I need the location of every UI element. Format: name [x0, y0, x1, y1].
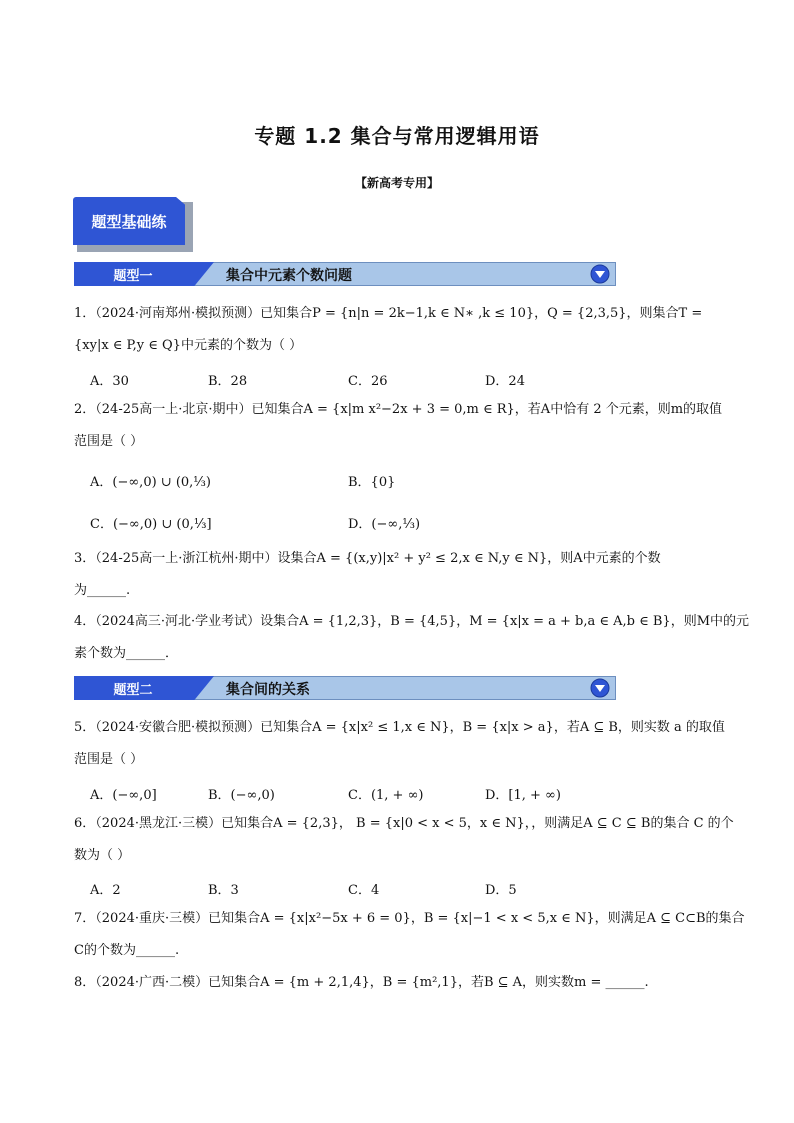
option-b: B．3 [208, 883, 239, 898]
question-7-line-1: 7．（2024·重庆·三模）已知集合A = {x|x²−5x + 6 = 0}，B = {x|−1 < x < 5,x ∈ N}，则满足A ⊆ C⊂B的集合 [74, 911, 745, 926]
section-header-2 [74, 676, 616, 700]
option-b: B．(−∞,0) [208, 788, 275, 803]
badge-label: 题型基础练 [91, 213, 167, 231]
question-4-line-2: 素个数为______． [74, 646, 179, 661]
option-d: D．5 [485, 883, 517, 898]
question-5-line-2: 范围是（ ） [74, 752, 144, 767]
section-title: 集合中元素个数问题 [226, 268, 352, 284]
question-6-line-2: 数为（ ） [74, 848, 131, 863]
question-3-line-1: 3．（24-25高一上·浙江杭州·期中）设集合A = {(x,y)|x² + y² ≤ 2,x ∈ N,y ∈ N}，则A中元素的个数 [74, 551, 661, 566]
option-c: C．4 [348, 883, 380, 898]
chevron-down-icon[interactable] [590, 264, 610, 284]
page-title: 专题 1.2 集合与常用逻辑用语 [254, 124, 540, 148]
option-b: B．{0} [348, 475, 396, 490]
question-1-line-2: {xy|x ∈ P,y ∈ Q}中元素的个数为（ ） [74, 338, 303, 353]
section-tab-label: 题型一 [113, 269, 153, 284]
option-c: C．(−∞,0) ∪ (0,⅓] [90, 517, 212, 532]
section-badge [73, 197, 193, 252]
question-8-line-1: 8．（2024·广西·二模）已知集合A = {m + 2,1,4}，B = {m²,1}，若B ⊆ A，则实数m = ______. [74, 975, 649, 990]
page-subtitle: 【新高考专用】 [354, 176, 439, 190]
option-a: A．30 [90, 374, 129, 389]
question-4-line-1: 4．（2024高三·河北·学业考试）设集合A = {1,2,3}，B = {4,5}，M = {x|x = a + b,a ∈ A,b ∈ B}，则M中的元 [74, 614, 750, 629]
option-d: D．(−∞,⅓) [348, 517, 421, 532]
section-header-1 [74, 262, 616, 286]
option-b: B．28 [208, 374, 248, 389]
option-a: A．2 [90, 883, 121, 898]
option-c: C．(1, + ∞) [348, 788, 424, 803]
option-a: A．(−∞,0] [90, 788, 157, 803]
question-1-line-1: 1．（2024·河南郑州·模拟预测）已知集合P = {n|n = 2k−1,k ∈ N∗ ,k ≤ 10}，Q = {2,3,5}，则集合T = [74, 306, 703, 321]
section-tab-label: 题型二 [113, 683, 153, 698]
option-c: C．26 [348, 374, 388, 389]
option-d: D．[1, + ∞) [485, 788, 561, 803]
chevron-down-icon[interactable] [590, 678, 610, 698]
section-title: 集合间的关系 [226, 682, 310, 698]
question-2-line-2: 范围是（ ） [74, 434, 144, 449]
question-5-line-1: 5．（2024·安徽合肥·模拟预测）已知集合A = {x|x² ≤ 1,x ∈ N}，B = {x|x > a}，若A ⊆ B，则实数 a 的取值 [74, 720, 725, 735]
question-6-line-1: 6．（2024·黑龙江·三模）已知集合A = {2,3}， B = {x|0 < x < 5，x ∈ N}，，则满足A ⊆ C ⊆ B的集合 C 的个 [74, 816, 734, 831]
option-a: A．(−∞,0) ∪ (0,⅓) [90, 475, 211, 490]
question-3-line-2: 为______. [74, 583, 131, 598]
question-2-line-1: 2．（24-25高一上·北京·期中）已知集合A = {x|m x²−2x + 3 = 0,m ∈ R}，若A中恰有 2 个元素，则m的取值 [74, 402, 723, 417]
question-7-line-2: C的个数为______. [74, 943, 180, 958]
option-d: D．24 [485, 374, 525, 389]
